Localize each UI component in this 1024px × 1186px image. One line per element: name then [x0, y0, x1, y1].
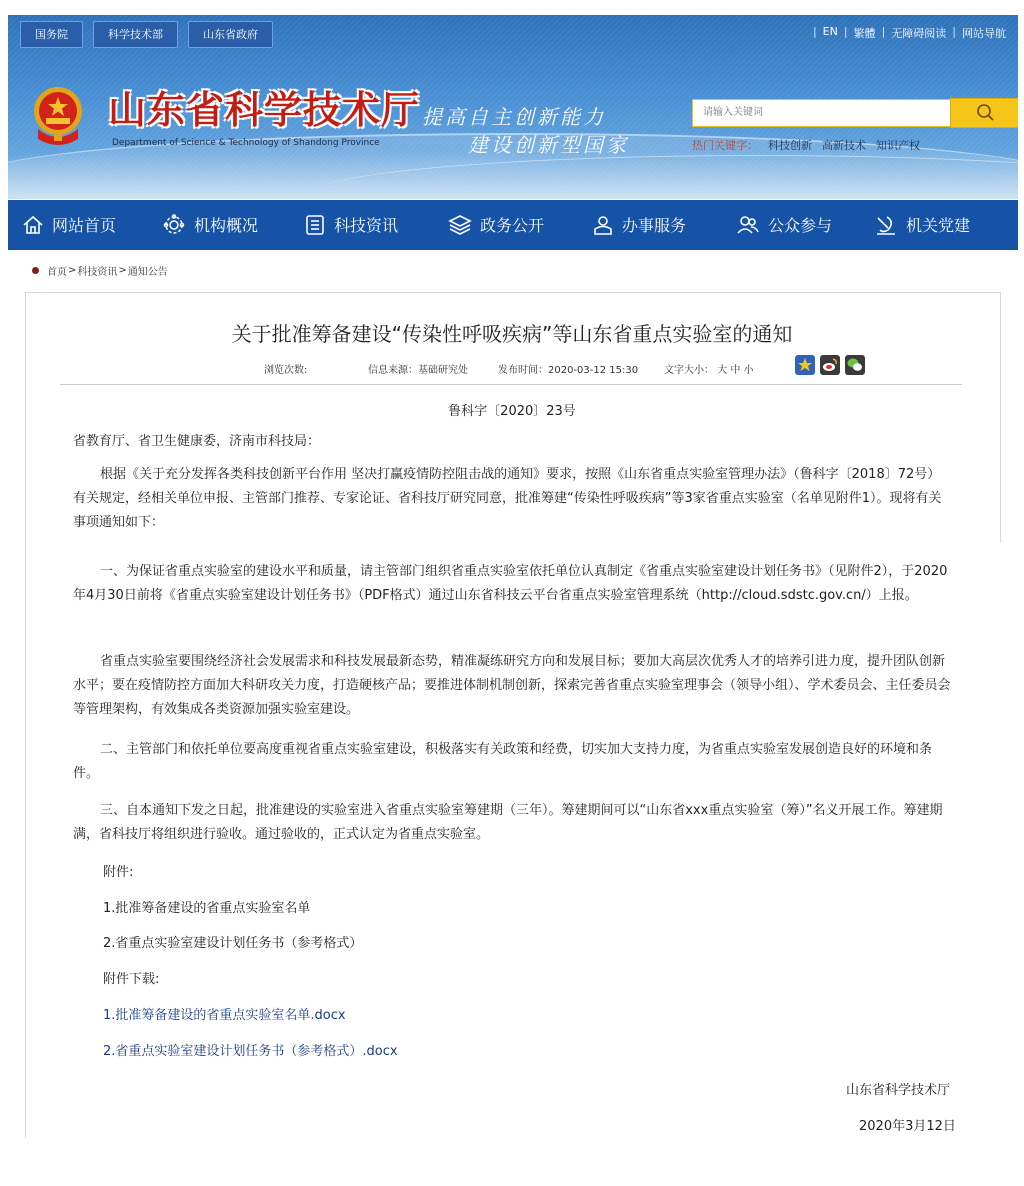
article-title: 关于批准筹备建设“传染性呼吸疾病”等山东省重点实验室的通知: [231, 322, 793, 346]
traditional-chinese-link[interactable]: 繁體: [853, 27, 876, 40]
download-link-1[interactable]: 1.批准筹备建设的省重点实验室名单.docx: [103, 1008, 346, 1023]
hot-keywords-label: 热门关键字：: [692, 139, 758, 152]
article-paragraph-2: 一、为保证省重点实验室的建设水平和质量，请主管部门组织省重点实验室依托单位认真制定《省重点实验室建设计划任务书》（见附件2），于2020年4月30日前将《省重点实验室建设计划任务书》（PDF格式）通过山东省科技云平台省重点实验室管理系统（http://cloud.sdstc.gov.cn/）上报。: [73, 564, 948, 603]
hot-keyword[interactable]: 科技创新: [768, 139, 812, 152]
nav-item-home[interactable]: [22, 213, 116, 236]
service-icon: [592, 214, 614, 236]
nav-label: 政务公开: [480, 216, 545, 235]
font-size-medium[interactable]: 中: [730, 365, 741, 376]
info-source: 信息来源：基础研究处: [368, 365, 468, 376]
top-tab-most[interactable]: 科学技术部: [93, 21, 178, 48]
top-tab-provincial-gov[interactable]: 山东省政府: [188, 21, 273, 48]
breadcrumb: 首页 > 科技资讯 > 通知公告: [32, 263, 168, 278]
people-icon: [736, 214, 760, 236]
breadcrumb-dot-icon: [32, 267, 39, 274]
meta-divider: [60, 384, 962, 385]
breadcrumb-notices[interactable]: 通知公告: [127, 267, 168, 278]
publish-time: 发布时间：2020-03-12 15:30: [498, 365, 639, 376]
site-subtitle: Department of Science & Technology of Shandong Province: [112, 138, 380, 148]
search-box: [692, 99, 952, 127]
nav-label: 公众参与: [768, 216, 833, 235]
article-paragraph-1: 根据《关于充分发挥各类科技创新平台作用 坚决打赢疫情防控阻击战的通知》要求，按照《山东省重点实验室管理办法》（鲁科字〔2018〕72号）有关规定，经相关单位申报、主管部门推荐、专家论证、省科技厅研究同意，批准筹建“传染性呼吸疾病”等3家省重点实验室（名单见附件1）。现将有关事项通知如下：: [73, 467, 942, 530]
site-map-link[interactable]: 网站导航: [962, 27, 1006, 40]
downloads-label: 附件下载:: [103, 972, 160, 987]
hot-keywords: [692, 137, 920, 153]
document-number: 鲁科字〔2020〕23号: [448, 404, 576, 419]
nav-label: 机关党建: [906, 216, 971, 235]
font-size-label: 文字大小：: [664, 365, 714, 376]
hot-keyword[interactable]: 高新技术: [822, 139, 866, 152]
nav-label: 网站首页: [52, 216, 117, 235]
search-icon: [951, 99, 1018, 127]
nav-label: 科技资讯: [334, 216, 399, 235]
nav-label: 机构概况: [194, 216, 259, 235]
slogan-line1: 提高自主创新能力: [422, 105, 606, 129]
slogan-line2: 建设创新型国家: [468, 133, 629, 157]
font-size-small[interactable]: 小: [743, 365, 754, 376]
issuer-signature: 山东省科学技术厅: [846, 1083, 951, 1098]
breadcrumb-home[interactable]: 首页: [47, 267, 67, 278]
site-title: 山东省科学技术厅: [108, 87, 421, 132]
nav-item-gov-affairs[interactable]: [448, 213, 544, 236]
main-nav: [8, 200, 1018, 250]
download-link-2[interactable]: 2.省重点实验室建设计划任务书（参考格式）.docx: [103, 1044, 398, 1059]
issue-date: 2020年3月12日: [859, 1119, 956, 1134]
attachment-item-1: 1.批准筹备建设的省重点实验室名单: [103, 901, 311, 916]
top-links: | EN | 繁體 | 无障碍阅读 | 网站导航: [812, 25, 1006, 40]
accessibility-link[interactable]: 无障碍阅读: [891, 27, 947, 40]
nav-item-public[interactable]: [736, 213, 832, 236]
article-paragraph-3: 省重点实验室要围绕经济社会发展需求和科技发展最新态势，精准凝练研究方向和发展目标；要加大高层次优秀人才的培养引进力度，提升团队创新水平；要在疫情防控方面加大科研攻关力度，打造硬核产品；要推进体制机制创新，探索完善省重点实验室理事会（领导小组）、学术委员会、主任委员会等管理架构，有效集成各类资源加强实验室建设。: [73, 654, 951, 717]
favorite-star-icon[interactable]: [795, 355, 815, 375]
font-size-large[interactable]: 大: [717, 365, 728, 376]
english-link[interactable]: EN: [822, 25, 838, 38]
article-paragraph-5: 三、自本通知下发之日起，批准建设的实验室进入省重点实验室筹建期（三年）。筹建期间可以“山东省xxx重点实验室（筹）”名义开展工作。筹建期满，省科技厅将组织进行验收。通过验收的，正式认定为省重点实验室。: [73, 803, 943, 842]
site-header: [8, 15, 1018, 199]
nav-item-services[interactable]: [592, 213, 686, 236]
org-icon: [162, 214, 186, 236]
search-input[interactable]: [693, 101, 953, 125]
search-button[interactable]: [950, 98, 1018, 128]
home-icon: [22, 214, 44, 236]
font-size-control: [664, 361, 754, 376]
nav-label: 办事服务: [622, 216, 687, 235]
addressee: 省教育厅、省卫生健康委，济南市科技局：: [73, 434, 321, 449]
breadcrumb-news[interactable]: 科技资讯: [77, 267, 118, 278]
nav-item-news[interactable]: [304, 213, 398, 236]
view-count-label: 浏览次数:: [264, 365, 308, 376]
layers-icon: [448, 214, 472, 236]
hot-keyword[interactable]: 知识产权: [876, 139, 920, 152]
top-tabs: [20, 21, 273, 48]
article-paragraph-4: 二、主管部门和依托单位要高度重视省重点实验室建设，积极落实有关政策和经费，切实加大支持力度，为省重点实验室发展创造良好的环境和条件。: [73, 742, 933, 781]
nav-item-org[interactable]: [162, 213, 258, 236]
wechat-share-icon[interactable]: [845, 355, 865, 375]
attachment-item-2: 2.省重点实验室建设计划任务书（参考格式）: [103, 936, 363, 951]
news-icon: [304, 214, 326, 236]
nav-item-party[interactable]: [874, 213, 970, 236]
weibo-share-icon[interactable]: [820, 355, 840, 375]
national-emblem-icon: [32, 85, 84, 147]
top-tab-state-council[interactable]: 国务院: [20, 21, 83, 48]
party-icon: [874, 214, 898, 236]
attachments-label: 附件:: [103, 865, 134, 880]
